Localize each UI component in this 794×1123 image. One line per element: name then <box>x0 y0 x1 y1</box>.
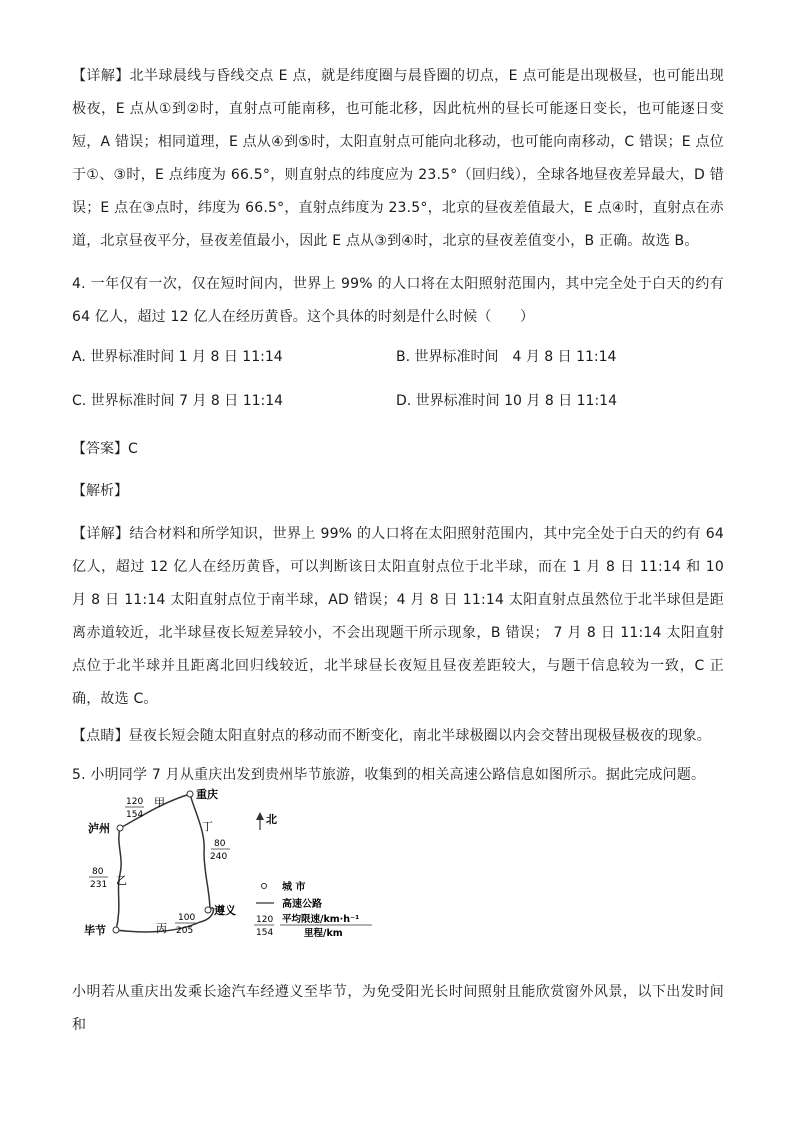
option-d: D. 世界标准时间 10 月 8 日 11:14 <box>396 393 617 409</box>
question-4-options <box>72 342 724 430</box>
north-arrow-head-icon <box>256 812 264 820</box>
city-label-bijie: 毕节 <box>84 924 106 937</box>
city-dot-chongqing <box>187 791 193 797</box>
analysis-label: 【解析】 <box>72 483 128 499</box>
road-distance-bing: 205 <box>176 926 194 936</box>
city-dot-zunyi <box>205 907 211 913</box>
option-a: A. 世界标准时间 1 月 8 日 11:14 <box>72 349 283 365</box>
question-5-stem: 5. 小明同学 7 月从重庆出发到贵州毕节旅游，收集到的相关高速公路信息如图所示。据此完成问题。 <box>72 767 706 783</box>
legend-sample-distance: 154 <box>256 928 274 938</box>
tip-paragraph: 【点睛】昼夜长短会随太阳直射点的移动而不断变化，南北半球极圈以内会交替出现极昼极夜的现象。 <box>72 728 711 744</box>
option-b: B. 世界标准时间 4 月 8 日 11:14 <box>396 349 617 365</box>
detail-paragraph-q3: 【详解】北半球晨线与昏线交点 E 点，就是纬度圈与晨昏圈的切点，E 点可能是出现极昼，也可能出现极夜，E 点从①到②时，直射点可能南移，也可能北移，因此杭州的昼长可能逐日变长，也可能逐日变短，A 错误；相同道理，E 点从④到⑤时，太阳直射点可能向北移动，也可能向南移动，C 错误；E 点位于①、③时，E 点纬度为 66.5°，则直射点的纬度应为 23.5°（回归线），全球各地昼夜差异最大，D 错误；E 点在③点时，纬度为 66.5°，直射点纬度为 23.5°，北京的昼夜差值最大，E 点④时，直射点在赤道，北京昼夜平分，昼夜差值最小，因此 E 点从③到④时，北京的昼夜差值变小，B 正确。故选 B。 <box>72 68 724 249</box>
question-4-stem: 4. 一年仅有一次，仅在短时间内，世界上 99% 的人口将在太阳照射范围内，其中完全处于白天的约有 64 亿人，超过 12 亿人在经历黄昏。这个具体的时刻是什么时候（ ） <box>72 276 724 325</box>
road-speed-ding: 80 <box>214 839 226 849</box>
city-label-zunyi: 遵义 <box>214 904 236 917</box>
legend-highway-label: 高速公路 <box>282 899 322 910</box>
road-label-yi: 乙 <box>116 874 127 887</box>
legend-distance-label: 里程/km <box>304 928 343 939</box>
road-speed-yi: 80 <box>92 867 104 877</box>
city-label-chongqing: 重庆 <box>196 788 218 801</box>
north-label: 北 <box>266 813 277 826</box>
road-distance-yi: 231 <box>90 880 108 890</box>
road-label-bing: 丙 <box>156 922 167 935</box>
document-page <box>72 60 724 792</box>
legend-city-label: 城 市 <box>282 882 306 893</box>
city-dot-luzhou <box>117 825 123 831</box>
road-distance-jia: 154 <box>126 810 144 820</box>
option-c: C. 世界标准时间 7 月 8 日 11:14 <box>72 393 284 409</box>
road-distance-ding: 240 <box>210 852 228 862</box>
legend-city-icon <box>262 884 267 889</box>
road-label-ding: 丁 <box>202 820 213 833</box>
highway-map <box>78 782 378 942</box>
detail-paragraph-q4: 【详解】结合材料和所学知识，世界上 99% 的人口将在太阳照射范围内，其中完全处于白天的约有 64 亿人，超过 12 亿人在经历黄昏，可以判断该日太阳直射点位于北半球，而在 1 月 8 日 11:14 和 10 月 8 日 11:14 太阳直射点位于南半球，AD 错误；4 月 8 日 11:14 太阳直射点虽然位于北半球但是距离赤道较近，北半球昼夜长短差异较小，不会出现题干所示现象，B 错误； 7 月 8 日 11:14 太阳直射点位于北半球并且距离北回归线较近，北半球昼长夜短且昼夜差距较大，与题干信息较为一致，C 正确，故选 C。 <box>72 526 724 707</box>
road-speed-jia: 120 <box>126 797 144 807</box>
question-5-followup: 小明若从重庆出发乘长途汽车经遵义至毕节，为免受阳光长时间照射且能欣赏窗外风景，以下出发时间和 <box>72 984 724 1033</box>
road-speed-bing: 100 <box>178 913 196 923</box>
city-label-luzhou: 泸州 <box>88 822 110 835</box>
legend-sample-speed: 120 <box>256 915 274 925</box>
answer-label: 【答案】C <box>72 441 138 457</box>
legend-speed-label: 平均限速/km·h⁻¹ <box>282 914 360 925</box>
road-label-jia: 甲 <box>154 796 165 809</box>
city-dot-bijie <box>113 927 119 933</box>
